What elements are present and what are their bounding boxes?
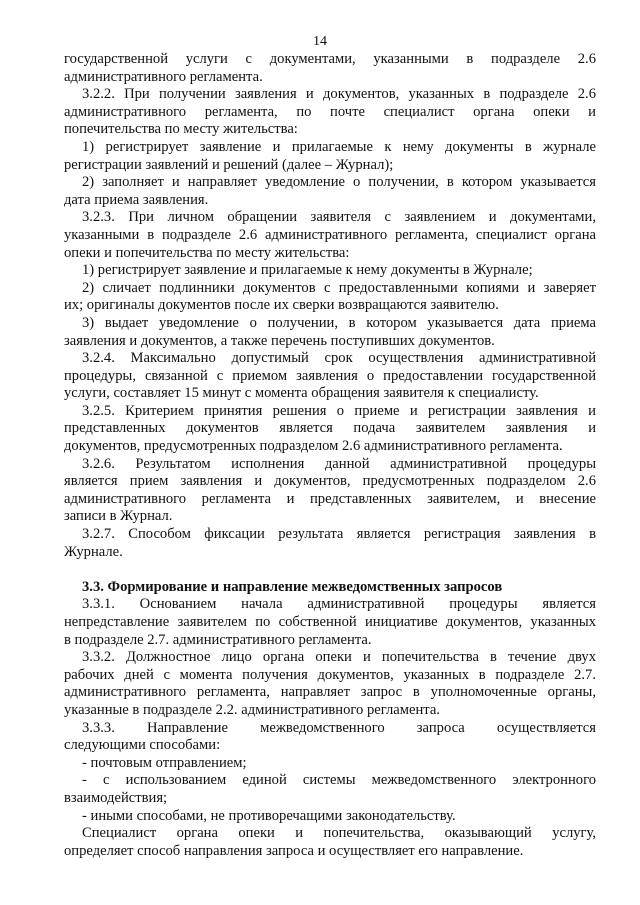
body-paragraph <box>64 262 596 280</box>
body-paragraph <box>64 209 596 262</box>
body-paragraph <box>64 350 596 403</box>
text-line: регистрации заявлений и решений (далее – Журнал); <box>64 156 394 173</box>
body-paragraph <box>64 808 596 826</box>
text-line: услуги, составляет 15 минут с момента обращения заявителя к специалисту. <box>64 385 539 402</box>
text-line: указанными в подразделе 2.6 административного регламента, специалист органа <box>64 226 596 243</box>
text-line: Журнале. <box>64 543 123 560</box>
section-3-2-continued <box>64 51 596 561</box>
text-line: 2) заполняет и направляет уведомление о получении, в котором указывается <box>82 174 596 191</box>
text-line: - почтовым отправлением; <box>82 754 247 771</box>
text-line: 3.2.5. Критерием принятия решения о приеме и регистрации заявления и <box>82 402 596 419</box>
text-line: 3.2.4. Максимально допустимый срок осуществления административной <box>82 350 596 367</box>
text-line: указанные в подразделе 2.2. административного регламента. <box>64 701 440 718</box>
body-paragraph <box>64 86 596 139</box>
text-line: взаимодействия; <box>64 789 168 806</box>
document-body <box>64 51 596 860</box>
text-line: дата приема заявления. <box>64 191 209 208</box>
body-paragraph <box>64 456 596 526</box>
text-line: заявления и документов, а также перечень поступивших документов. <box>64 332 495 349</box>
text-line: 3) выдает уведомление о получении, в котором указывается дата приема <box>82 314 596 331</box>
body-paragraph <box>64 174 596 209</box>
text-line: 1) регистрирует заявление и прилагаемые к нему документы в Журнале; <box>82 262 533 279</box>
text-line: Специалист органа опеки и попечительства, оказывающий услугу, <box>82 825 596 842</box>
text-line: 3.2.6. Результатом исполнения данной административной процедуры <box>82 455 596 472</box>
body-paragraph <box>64 825 596 860</box>
text-line: документов, предусмотренных подразделом 2.6 административного регламента. <box>64 438 563 455</box>
section-3-3 <box>64 596 596 860</box>
body-paragraph <box>64 403 596 456</box>
text-line: непредставление заявителем по собственной инициативе документов, указанных <box>64 614 596 630</box>
text-line: 3.3.1. Основанием начала административной процедуры является <box>82 596 596 613</box>
text-line: 1) регистрирует заявление и прилагаемые к нему документы в журнале <box>82 138 596 155</box>
body-paragraph <box>64 280 596 315</box>
text-line: записи в Журнал. <box>64 508 173 525</box>
text-line: 3.2.2. При получении заявления и документов, указанных в подразделе 2.6 <box>82 86 596 103</box>
page-number: 14 <box>313 34 327 49</box>
body-paragraph <box>64 649 596 719</box>
text-line: является прием заявления и документов, предусмотренных подразделом 2.6 <box>64 473 596 490</box>
text-line: следующими способами: <box>64 737 221 754</box>
text-line: - иными способами, не противоречащими законодательству. <box>82 807 456 824</box>
text-line: процедуры, связанной с приемом заявления о предоставлении государственной <box>64 367 596 384</box>
text-line: административного регламента, по почте специалист органа опеки и <box>64 103 596 120</box>
text-line: представленных документов является подача заявителем заявления и <box>64 420 596 437</box>
text-line: 2) сличает подлинники документов с предоставленными копиями и заверяет <box>82 279 596 296</box>
body-paragraph <box>64 596 596 649</box>
text-line: попечительства по месту жительства: <box>64 121 298 138</box>
text-line: их; оригиналы документов после их сверки возвращаются заявителю. <box>64 297 499 314</box>
text-line: рабочих дней с момента получения документов, указанных в подразделе 2.7. <box>64 666 596 683</box>
body-paragraph <box>64 755 596 773</box>
section-heading: 3.3. Формирование и направление межведомственных запросов <box>82 578 503 595</box>
text-line: административного регламента, направляет запрос в уполномоченные органы, <box>64 684 596 701</box>
text-line: 3.2.7. Способом фиксации результата является регистрация заявления в <box>82 526 596 543</box>
body-paragraph <box>64 720 596 755</box>
text-line: административного регламента и представленных заявителем, и внесение <box>64 490 596 507</box>
text-line: - с использованием единой системы межведомственного электронного <box>82 772 596 789</box>
body-paragraph <box>64 139 596 174</box>
text-line: 3.3.3. Направление межведомственного запроса осуществляется <box>82 719 596 736</box>
text-line: 3.2.3. При личном обращении заявителя с заявлением и документами, <box>82 209 596 226</box>
text-line: в подразделе 2.7. административного регламента. <box>64 631 372 648</box>
text-line: 3.3.2. Должностное лицо органа опеки и попечительства в течение двух <box>82 649 596 666</box>
body-paragraph <box>64 315 596 350</box>
body-paragraph <box>64 526 596 561</box>
body-paragraph <box>64 772 596 807</box>
paragraph-gap <box>64 561 596 579</box>
text-line: опеки и попечительства по месту жительства: <box>64 244 350 261</box>
text-line: административного регламента. <box>64 68 263 85</box>
body-paragraph <box>64 51 596 86</box>
text-line: определяет способ направления запроса и осуществляет его направление. <box>64 842 524 859</box>
text-line: государственной услуги с документами, указанными в подразделе 2.6 <box>64 51 596 67</box>
